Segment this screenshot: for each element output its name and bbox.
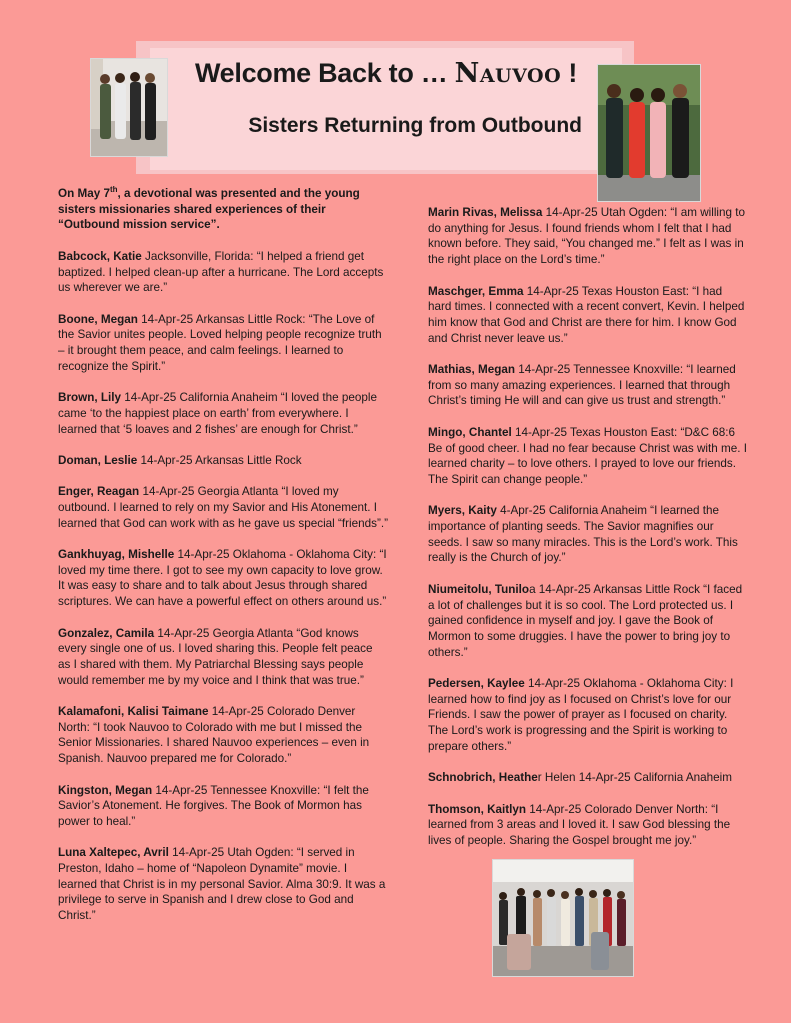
entry-text: 14-Apr-25 California Anaheim “I loved the people came ‘to the happiest place on earth’ from everywhere. I learned that ‘5 loaves and 2 fishes’ are enough for Christ.” [58, 391, 377, 436]
group-photo-airport [492, 859, 634, 977]
group-photo-top-right [597, 64, 701, 202]
entry-name: Mathias, Megan [428, 363, 516, 376]
entry-text: 14-Apr-25 Tennessee Knoxville: “I felt the Savior’s Atonement. He forgives. The Book of Mormon has power to heal.” [58, 783, 369, 828]
testimony-entry [428, 362, 748, 409]
testimony-entry [428, 425, 748, 488]
entry-text: 14-Apr-25 Arkansas Little Rock [137, 453, 302, 467]
entry-text: 14-Apr-25 Texas Houston East: “I had hard times. I connected with a recent convert, Kevin. I helped him know that God and Christ are there for him. I know God and Christ never leave us.” [428, 284, 745, 345]
entry-text: 14-Apr-25 Georgia Atlanta “I loved my outbound. I learned to rely on my Savior and His Atonement. I learned that God can work with as he gave us special “friends”.” [58, 485, 389, 530]
entry-name: Mingo, Chantel [428, 425, 512, 439]
testimony-entry [428, 770, 748, 786]
entry-name: Thomson, Kaitlyn [428, 802, 527, 816]
entry-text: 14-Apr-25 Oklahoma - Oklahoma City: I learned how to find joy as I focused on Christ’s love for our Friends. I saw the power of prayer as I focused on charity. The Lord’s work is progressing and the Spirit is working to prepare others.” [428, 677, 734, 753]
entry-text: 14-Apr-25 Arkansas Little Rock: “The Love of the Savior unites people. Loved helping people recognize truth – it brought them peace, and calm feelings. I learned to recognize the Spirit.” [58, 312, 382, 373]
testimony-entry [428, 205, 748, 268]
title-place: Nauvoo [454, 58, 562, 89]
entry-name: Pedersen, Kaylee [428, 677, 525, 690]
entry-text: r Helen 14-Apr-25 California Anaheim [537, 771, 733, 785]
testimony-entry [58, 312, 388, 375]
entry-text: 14-Apr-25 Oklahoma - Oklahoma City: “I loved my time there. I got to see my own capacity to love grow. It was easy to share and to talk about Jesus through shared scriptures. We can have a powerful effect on others around us.” [58, 548, 387, 609]
title-prefix: Welcome Back to … [194, 58, 448, 88]
entry-name: Myers, Kaity [428, 504, 497, 518]
intro-paragraph [58, 186, 388, 233]
group-photo-top-left [90, 58, 168, 157]
entry-name: Babcock, Katie [58, 249, 142, 263]
testimony-entry [58, 484, 388, 531]
entry-text: 14-Apr-25 Utah Ogden: “I served in Preston, Idaho – home of “Napoleon Dynamite” movie. I learned that Christ is in my personal Savior. Alma 30:9. It was a privilege to serve in Spanish and I drew close to God and Christ.” [58, 846, 386, 923]
entry-text: 14-Apr-25 Utah Ogden: “I am willing to do anything for Jesus. I found friends whom I felt that I had known before. They said, “You changed me.” I felt as I was in the right place on the Lord’s time.” [428, 206, 746, 267]
intro-superscript: th [109, 185, 118, 195]
entry-text: 14-Apr-25 Georgia Atlanta “God knows every single one of us. I loved sharing this. People felt peace as I shared with them. My Patriarchal Blessing says people would remember me by my voice and I think that was true.” [58, 626, 373, 687]
entry-name: Marin Rivas, Melissa [428, 206, 543, 219]
testimony-entry [58, 704, 388, 767]
page-subtitle: Sisters Returning from Outbound [248, 114, 582, 137]
testimony-entry [58, 626, 388, 689]
entry-text: 14-Apr-25 Texas Houston East: “D&C 68:6 Be of good cheer. I had no fear because Christ was with me. I learned charity – to love others. I prayed to love our friends. The Spirit can change people.” [428, 425, 747, 486]
entry-name: Niumeitolu, Tunilo [428, 582, 530, 596]
entry-text: 14-Apr-25 Colorado Denver North: “I took Nauvoo to Colorado with me but I missed the Senior Missionaries. I shared Nauvoo experiences – even in Spanish. Nauvoo prepared me for Colorado.” [58, 705, 370, 766]
entry-text: 4-Apr-25 California Anaheim “I learned the importance of planting seeds. The Savior magnifies our seeds. I saw so many miracles. This is the Lord’s work. This really is the Church of joy.” [428, 504, 738, 565]
testimony-entry [428, 676, 748, 755]
entry-name: Enger, Reagan [58, 485, 140, 499]
testimony-entry [58, 453, 388, 469]
testimony-entry [58, 783, 388, 830]
testimony-entry [58, 390, 388, 437]
entry-text: 14-Apr-25 Tennessee Knoxville: “I learned from so many amazing experiences. I learned that through Christ’s timing He will and can give us trust and strength.” [428, 363, 736, 408]
entry-text: a 14-Apr-25 Arkansas Little Rock “I faced a lot of challenges but it is so cool. The Lord protected us. I gained confidence in myself and joy. I gave the Book of Mormon to some druggies. I have the power to bring joy to others.” [428, 582, 743, 659]
entry-name: Kalamafoni, Kalisi Taimane [58, 705, 209, 719]
title-suffix: ! [568, 58, 578, 88]
right-column [428, 205, 748, 864]
entry-name: Gonzalez, Camila [58, 626, 155, 640]
entry-name: Maschger, Emma [428, 284, 524, 298]
intro-text-start: On May 7 [58, 187, 110, 200]
testimony-entry [428, 503, 748, 566]
intro-text-end: , a devotional was presented and the young sisters missionaries shared experiences of their “Outbound mission service”. [58, 187, 360, 232]
entry-name: Kingston, Megan [58, 783, 153, 797]
page-title [150, 58, 622, 89]
entry-name: Luna Xaltepec, Avril [58, 846, 169, 860]
testimony-entry [58, 845, 388, 924]
entry-text: Jacksonville, Florida: “I helped a friend get baptized. I helped clean-up after a hurricane. The Lord accepts us wherever we are.” [58, 249, 384, 295]
entry-text: 14-Apr-25 Colorado Denver North: “I learned from 3 areas and I loved it. I saw God blessing the lives of people. Sharing the Gospel brought me joy.” [428, 802, 731, 847]
entry-name: Gankhuyag, Mishelle [58, 548, 175, 562]
entry-name: Brown, Lily [58, 391, 121, 405]
entry-name: Boone, Megan [58, 312, 138, 326]
testimony-entry [58, 249, 388, 296]
left-column [58, 186, 388, 940]
testimony-entry [428, 802, 748, 849]
testimony-entry [58, 547, 388, 610]
testimony-entry [428, 582, 748, 661]
testimony-entry [428, 284, 748, 347]
entry-name: Doman, Leslie [58, 453, 138, 467]
entry-name: Schnobrich, Heathe [428, 771, 538, 785]
